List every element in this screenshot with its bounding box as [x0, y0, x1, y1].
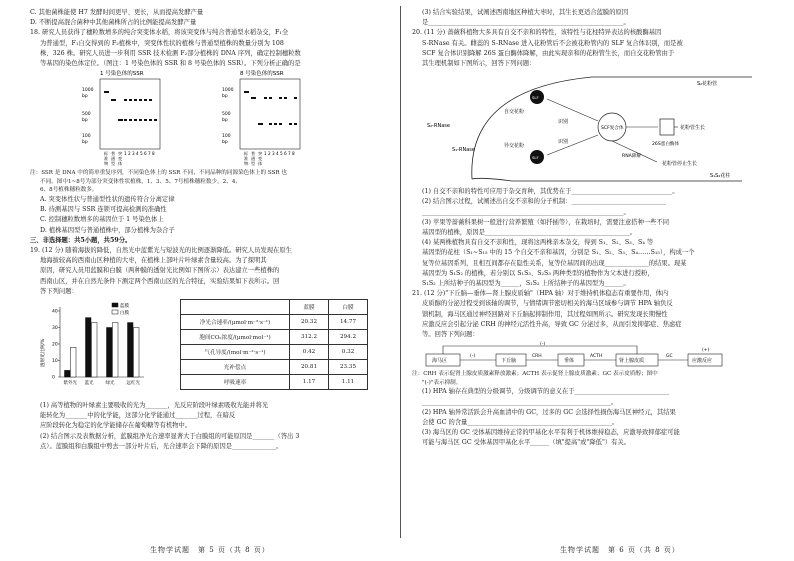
bp-label: bp [82, 118, 88, 124]
inhibit-mark: (-) [540, 342, 546, 348]
option: A. 突变体性状与普通型性状的遗传符合分离定律 [40, 196, 175, 203]
gel-band [258, 123, 263, 125]
legend-char: 准 [104, 156, 109, 162]
legend-char: 变 [258, 156, 263, 162]
section-title: 三、非选择题：共5小题，共59分。 [30, 236, 132, 244]
q20-line: S-RNase 有关。雌蕊的 S-RNase 进入花粉管后不会被花粉管内的 SLF 复合体识别，而是被 [422, 39, 683, 47]
hpa-note-line: "(-)"表示抑制。 [422, 379, 462, 386]
table-row [181, 315, 368, 330]
style-label: S₁S₂花柱 [710, 173, 731, 180]
y-axis-label: 透射光比例/% [41, 338, 46, 368]
q20-sub-line: 基因型为 S₁S₂ 的植株，若分别以 S₁S₃、S₂S₃ 两种类型的植物作为父本进行授粉， [422, 269, 654, 277]
table-cell: 光补偿点 [181, 360, 290, 375]
legend-char: 体 [258, 161, 263, 167]
legend-char: 通 [111, 156, 116, 162]
recognize-label: 识别 [558, 139, 569, 146]
note-line: 不同。图中1~8号为部分突变体性状植株，1、3、5、7号植株穗粒数少，2、4、 [40, 178, 241, 185]
bp-label: 500 [82, 112, 91, 118]
q19-sub-line: 应阶段转化为稳定的化学能储存在葡萄糖等有机物中。 [40, 422, 192, 430]
bar [86, 318, 92, 377]
table-cell: 20.32 [290, 315, 329, 330]
legend-char: 普 [251, 151, 256, 157]
q18-line: 为普通型，F₁自交得到的 F₂植株中，突变体性状的植株与普通型植株的数量分别为 108 [40, 39, 284, 47]
table-cell: 胞间CO₂浓度/(μmol·mol⁻¹) [181, 330, 290, 345]
right-page [400, 0, 794, 561]
q19-sub-line: (1) 高等植物的叶绿素主要吸收的光为_______，光反应阶段叶绿素吸收光能并将光 [40, 402, 269, 410]
legend-swatch [112, 303, 118, 307]
gel-band [244, 91, 249, 93]
gel-band [111, 99, 116, 101]
table-cell [181, 300, 290, 315]
legend-char: 突 [258, 151, 263, 157]
lane-numbers: 1 2 3 4 5 6 7 8 [264, 151, 295, 157]
gel-band [294, 97, 297, 99]
gel-band [134, 99, 137, 101]
bar [128, 323, 134, 377]
legend-char: 准 [244, 156, 249, 162]
table-header-row [181, 300, 368, 315]
option-d: D. 不断提高混合菌种中其他菌株所占的比例能提高发酵产量 [30, 19, 197, 27]
gel-frame [240, 79, 300, 149]
legend-char: 变 [118, 156, 123, 162]
table-cell: 白膜 [329, 300, 368, 315]
cross-pollen-label: 异交花粉 [504, 143, 525, 150]
bp-label: bp [82, 94, 88, 100]
inhibit-mark: (-) [470, 354, 476, 360]
table-cell: 0.42 [290, 345, 329, 360]
legend-char: 物 [104, 161, 109, 167]
x-tick-label: 紫外光 [63, 381, 77, 387]
bar-chart [38, 297, 148, 401]
bp-label: 500 [222, 112, 231, 118]
y-tick-label: 0 [52, 375, 55, 381]
q21-sub-line: (2) HPA 轴异常活跃会升高血清中的 GC，过多的 GC 会选择性损伤海马区神经元，其结果 [422, 408, 676, 416]
gel-right-title: 8 号染色体的SSR [240, 71, 284, 78]
hpa-note [412, 370, 768, 387]
q20-sub-line: ________________________________________________________________。 [422, 208, 630, 216]
gel-band [274, 123, 277, 125]
slf-label: SLF [532, 155, 539, 161]
gel-band [139, 119, 142, 121]
hpa-note-line: 注：CRH 表示促肾上腺皮质激素释放激素；ACTH 表示促肾上腺皮质激素；GC 表示皮质醇；图中 [412, 371, 658, 378]
photosynthesis-table [180, 299, 368, 390]
self-pollen-label: 自交花粉 [504, 109, 525, 116]
bp-label: bp [222, 118, 228, 124]
srnase-label: S₁-RNase [452, 147, 475, 154]
table-cell: 气孔导度/(mol·m⁻²·s⁻¹) [181, 345, 290, 360]
gel-note [30, 169, 390, 195]
legend-swatch [112, 310, 118, 314]
table-cell: 0.32 [329, 345, 368, 360]
gel-band [294, 123, 297, 125]
table-cell: 20.81 [290, 360, 329, 375]
bp-label: bp [82, 140, 88, 146]
slf-label: SLF [532, 95, 539, 101]
gel-band [139, 99, 142, 101]
page-footer-left: 生物学试题 第 5 页（共 8 页） [150, 546, 270, 554]
gel-figure [30, 69, 390, 169]
q19-subquestions [30, 401, 390, 452]
page-footer-right: 生物学试题 第 6 页（共 8 页） [560, 546, 680, 554]
table-cell: 14.77 [329, 315, 368, 330]
q21-line: 21. (12 分)"下丘脑—垂体—肾上腺皮质轴"（HPA 轴）对于维持机体稳态有重要作用，体内 [412, 290, 669, 298]
legend-char: 标 [104, 151, 109, 157]
legend-char: 型 [251, 161, 256, 167]
q20-sub-line: (4) 某两株植物具有自交不亲和性，现将这两株亲本杂交，得到 S₁、S₂、S₃、S₄ 等 [422, 239, 654, 247]
q21-sub-line: (3) 海马区的 GC 受体基因维持正常的甲基化水平有利于机体维持稳态，应激导致抑郁症可能 [422, 429, 680, 437]
recognize-label: 识别 [558, 119, 569, 126]
bp-label: 1000 [222, 88, 234, 94]
q20-line: 20. (11 分) 蔷薇科植物大多具有自交不亲和的特性，该特性与花柱特异表达的核酸酶基因 [412, 29, 662, 37]
legend-label: 蓝膜 [120, 304, 129, 310]
q19-3-line: 是______________________________________________________________。 [422, 19, 630, 27]
table-cell: 312.2 [290, 330, 329, 345]
legend-char: 物 [244, 161, 249, 167]
legend-label: 白膜 [120, 311, 129, 317]
gel-band [289, 123, 292, 125]
q20-sub-line: 基因型的花柱（S₁~S₁₅ 中的 15 个自交不亲和基因，分别是 S₁、S₂、S₃、S₄……S₁₅），构成一个 [422, 249, 695, 257]
question-21 [412, 289, 768, 340]
gel-band [269, 123, 272, 125]
q19-line: 地海拔较高的西南山区种植的大枣，在植株上部叶片叶绿素含量较高。为了探明其 [40, 257, 267, 265]
table-row [181, 345, 368, 360]
stress-label: 应激反应 [692, 358, 713, 365]
option: D. 植株基因型与普通植株中，部分植株为杂合子 [40, 226, 175, 234]
hpa-svg [412, 340, 768, 370]
q20-line: 其生理机制如下图所示，回答下列问题： [422, 60, 536, 68]
q21-subquestions [412, 387, 768, 448]
x-tick-label: 蓝光 [84, 381, 94, 387]
bar [113, 323, 119, 377]
gel-left [82, 69, 160, 167]
legend-char: 型 [111, 161, 116, 167]
q20-sub-line: (1) 自交不亲和的特性可应用于杂交育种，其优势在于________________________________。 [422, 188, 679, 196]
table-cell: 1.11 [329, 375, 368, 390]
hpa-diagram [412, 340, 768, 370]
q18-line: 18. 研究人员获得了穗粒数增多的纯合突变体水稻，将该突变体与纯合普通型水稻杂交，F₁全 [30, 29, 289, 37]
q21-line: 应激反应会引起分泌 CRH 的神经元活性升高，导致 GC 分泌过多，从而引发抑郁症、焦虑症 [422, 320, 682, 328]
bp-label: bp [222, 94, 228, 100]
option: C. 控制穗粒数增多的基因位于 1 号染色体上 [40, 216, 164, 224]
gel-band [149, 119, 152, 121]
bar [71, 347, 77, 377]
bar [107, 328, 113, 378]
gel-frame [100, 79, 160, 149]
pollen-diagram [412, 69, 768, 187]
q19-line: 答下列问题： [40, 287, 78, 295]
q18-line: 株、326 株。研究人员进一步利用 SSR 技术检测 F₂部分植株的 DNA 序列，确定控制穗粒数 [40, 49, 301, 57]
q19-sub-line: 能转化为_______中的化学能，这部分化学能通过_______过程，在暗反 [40, 412, 236, 420]
bp-label: bp [222, 140, 228, 146]
crh-label: CRH [532, 354, 542, 360]
table-cell: 294.2 [329, 330, 368, 345]
proteasome-icon [660, 119, 674, 135]
gel-band [149, 99, 152, 101]
table-row [181, 375, 368, 390]
q20-sub-line: (2) 结合图示过程，试阐述出自交不亲和的分子机制：______________________________ [422, 198, 666, 206]
q20-subquestions [412, 187, 768, 289]
gel-band [264, 97, 267, 99]
q21-line: 皮质醇的分泌过程受到该轴的调节，与情绪调节密切相关的海马区域参与调节 HPA 轴负反 [422, 300, 673, 308]
gel-band [144, 119, 147, 121]
q21-sub-line: 可能与海马区 GC 受体基因甲基化水平______（填"提高"或"降低"）有关。 [422, 439, 631, 447]
x-tick-label: 远红光 [126, 381, 140, 387]
legend-char: 标 [244, 151, 249, 157]
q20-sub-line: (3) 苹果等蔷薇科果树一般进行营养繁殖（如扦插等），在栽培时，需要注意搭种一些不同 [422, 218, 670, 226]
note-line: 注：SSR 是 DNA 中的简单重复序列，不同染色体上的 SSR 不同，不同品种的同源染色体上的 SSR 也 [30, 170, 287, 177]
note-line: 6、8号植株穗粒数多。 [40, 187, 98, 194]
bp-label: 100 [222, 134, 231, 140]
q21-sub-line: (1) HPA 轴存在典型的分级调节，分级调节的意义在于______________________________ [422, 388, 670, 396]
gel-band [104, 91, 109, 93]
gel-right [222, 69, 300, 167]
gel-band [154, 119, 157, 121]
q19-sub-line: 点）。蓝膜组和白膜组中剪去一部分叶片后，光合速率会下降的原因是______________。 [40, 442, 283, 450]
acth-label: ACTH [590, 354, 603, 360]
q20-sub-line: 基因型的植株，原因是______________________________________________。 [422, 229, 637, 237]
table-cell: 净光合速率/(μmol·m⁻²·s⁻¹) [181, 315, 290, 330]
q21-sub-line: 会使 GC 的含量______________________________________________。 [422, 419, 619, 427]
question-18 [30, 28, 390, 69]
gel-band [118, 119, 123, 121]
bp-label: 100 [82, 134, 91, 140]
rna-degrade-label: RNA降解 [622, 154, 641, 160]
q19-3-line: (3) 结合实验结果，试阐述西南地区种植大枣时，其生长更适合蓝膜的原因 [422, 9, 629, 16]
q20-sub-line: 复等位基因系列，且相互间都存在隐性关系，复等位基因间的出现______________的结果。现某 [422, 259, 687, 267]
y-tick-label: 20 [52, 342, 58, 348]
q19-figures [30, 297, 390, 401]
gel-band [124, 99, 127, 101]
bp-label: 1000 [82, 88, 94, 94]
x-tick-label: 绿光 [105, 381, 115, 387]
question-20 [412, 28, 768, 69]
legend-char: 普 [111, 151, 116, 157]
gc-label: GC [666, 354, 673, 360]
gel-band [134, 119, 137, 121]
table-cell: 23.35 [329, 360, 368, 375]
gel-band [284, 97, 287, 99]
scf-label: SCF复合体 [601, 126, 624, 132]
q18-line: 等基因的染色体定位。（图注：1 号染色体的 SSR 和 8 号染色体的 SSR）。下列分析正确的是 [40, 60, 301, 68]
q19-part3 [412, 8, 768, 28]
legend-char: 突 [118, 151, 123, 157]
gel-band [279, 123, 282, 125]
option: B. 待测基因与 SSR 连锁可提高检测的准确性 [40, 206, 167, 214]
gel-band [144, 99, 147, 101]
q21-line: 馈机制，海马区通过神经回路对下丘脑起抑制作用，其过程如图所示。研究发现长期慢性 [422, 310, 668, 318]
q20-line: SCF 复合体识别降解 26S 蛋白酶体降解，由此实现亲和的花粉管生长，而自交花粉管由于 [422, 49, 675, 57]
question-19 [30, 246, 390, 297]
option-c: C. 其他菌株能使 H7 发酵时间更早、更长，从而提高发酵产量 [30, 9, 204, 16]
q20-sub-line: S₁S₂ 上所结种子的基因型为______，S₁S₂ 上所结种子的基因型为______。 [422, 280, 630, 288]
adrenal-label: 肾上腺皮质 [619, 358, 645, 365]
q19-line: 原因，研究人员用蓝膜和白膜（两种膜的透射光比例如下图所示）表达建立一些植株的 [40, 267, 280, 275]
promote-mark: (+) [702, 348, 710, 354]
pituitary-label: 垂体 [564, 358, 575, 365]
bar [92, 323, 98, 377]
hippocampus-label: 海马区 [432, 358, 448, 365]
table-row [181, 330, 368, 345]
q18-options [30, 195, 390, 236]
grow-label: 花粉管生长 [680, 125, 706, 132]
y-tick-label: 30 [52, 326, 58, 332]
q19-line: 西南山区，并在自然光条件下测定两个西南山区的光合特征，实验结果如下表所示。回 [40, 277, 280, 285]
gel-band [251, 97, 256, 99]
gel-band [279, 97, 282, 99]
gel-band [269, 97, 272, 99]
bar [134, 328, 140, 378]
table-cell: 1.17 [290, 375, 329, 390]
proteasome-label: 26S蛋白酶体 [652, 142, 680, 148]
table-cell: 呼吸速率 [181, 375, 290, 390]
gel-band [129, 119, 132, 121]
gel-band [129, 99, 132, 101]
legend-char: 通 [251, 156, 256, 162]
y-tick-label: 40 [52, 309, 58, 315]
table-row [181, 360, 368, 375]
feedback-arrow [443, 346, 637, 354]
hypothalamus-label: 下丘脑 [501, 358, 517, 365]
bar [65, 370, 71, 377]
q21-sub-line: ____________________________________________________________。 [422, 398, 618, 406]
q19-line: 19. (12 分) 随着海拔的降低，自然光中蓝紫光与短波光的比例逐渐降低。研究人员发现在原生 [30, 247, 292, 255]
table-cell: 蓝膜 [290, 300, 329, 315]
gel-svg [30, 69, 390, 169]
gel-band [124, 119, 127, 121]
q19-sub-line: (2) 结合图示及表数据分析，蓝膜组净光合速率显著大于白膜组的可能原因是_______（答出 3 [40, 432, 300, 440]
q21-line: 等。回答下列问题： [422, 331, 479, 339]
y-tick-label: 10 [52, 359, 58, 365]
pollen-figure [412, 69, 768, 187]
srnase-label: S₂-RNase [427, 123, 450, 130]
pollen-tube-label: S₂花粉管 [697, 81, 718, 88]
legend-char: 体 [118, 161, 123, 167]
lane-numbers: 1 2 3 4 5 6 7 8 [124, 151, 155, 157]
stop-label: 花粉管停止生长 [662, 161, 698, 168]
gel-left-title: 1 号染色体的SSR [100, 71, 144, 78]
